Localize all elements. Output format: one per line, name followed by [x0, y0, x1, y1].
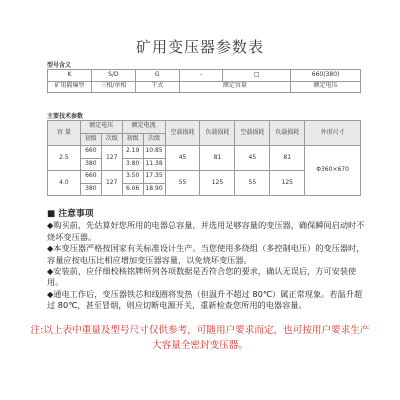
model-meaning-cell: 额定电压	[291, 81, 361, 93]
current-primary-cell: 3.80	[122, 158, 143, 171]
noload-loss-2-cell: 45	[235, 146, 270, 171]
current-secondary-cell: 10.85	[143, 146, 165, 159]
page-title: 矿用变压器参数表	[135, 38, 264, 56]
model-code-cell: K	[48, 70, 92, 82]
header-load-loss-2: 负载损耗	[270, 121, 305, 146]
load-loss-2-cell: 125	[270, 171, 305, 196]
model-section-label: 型号含义	[47, 62, 72, 69]
header-current-secondary: 次级	[143, 133, 165, 146]
header-voltage-primary: 初级	[80, 133, 101, 146]
voltage-primary-cell: 380	[80, 183, 101, 196]
header-noload-loss-2: 空载损耗	[235, 121, 270, 146]
header-voltage-secondary: 次级	[101, 133, 122, 146]
model-meaning-cell: 矿用隔爆型	[48, 81, 92, 93]
voltage-primary-cell: 380	[80, 158, 101, 171]
table-row	[48, 81, 361, 93]
tech-section-label: 主要技术参数	[47, 113, 84, 120]
current-primary-cell: 6.06	[122, 183, 143, 196]
header-capacity: 容 量	[48, 121, 81, 146]
model-code-cell: 660(380)	[291, 70, 361, 82]
footer-note: 注:以上表中重量及型号尺寸仅供参考，可随用户要求而定，也可按用户要求生产大容量全密封变压器。	[30, 325, 370, 351]
note-item: ◆购买前，先估算好您所用的电器总容量，并选用足够容量的变压器，确保瞬间启动时不烧坏变压器。	[47, 220, 365, 242]
current-secondary-cell: 11.38	[143, 158, 165, 171]
note-item: ◆安装前，应仔细校核铭牌所列各项数据是否符合您的要求，确认无误后，方可安装使用。	[47, 266, 357, 288]
model-code-cell: G	[135, 70, 179, 82]
load-loss-cell: 125	[200, 171, 235, 196]
load-loss-2-cell: 81	[270, 146, 305, 171]
notes-section	[47, 209, 365, 312]
model-meaning-cell: 三相/单相	[91, 81, 135, 93]
header-load-loss: 负载损耗	[200, 121, 235, 146]
table-row	[48, 70, 361, 82]
voltage-secondary-cell: 127	[101, 146, 122, 171]
voltage-primary-cell: 660	[80, 171, 101, 184]
model-code-cell: □	[223, 70, 291, 82]
noload-loss-2-cell: 55	[235, 171, 270, 196]
tech-params-table	[47, 120, 361, 196]
header-noload-loss: 空载损耗	[165, 121, 200, 146]
model-code-cell: -	[179, 70, 223, 82]
load-loss-cell: 81	[200, 146, 235, 171]
noload-loss-cell: 55	[165, 171, 200, 196]
model-meaning-cell: 额定容量	[179, 81, 291, 93]
voltage-secondary-cell: 127	[101, 171, 122, 196]
note-item: ◆通电工作后，变压器铁芯和线圈将发热（但温升不超过 80℃）属正常现象。若温升超过 80℃，甚至冒烟，则应切断电源开关，重新检查您所用的电器容量。	[47, 288, 363, 311]
noload-loss-cell: 45	[165, 146, 200, 171]
current-primary-cell: 3.50	[122, 171, 143, 184]
capacity-cell: 2.5	[48, 146, 81, 171]
current-secondary-cell: 18.90	[143, 183, 165, 196]
header-rated-current: 额定电流	[122, 121, 165, 134]
header-current-primary: 初级	[122, 133, 143, 146]
table-row	[48, 146, 361, 159]
header-dimensions: 外形尺寸	[305, 121, 361, 146]
model-meaning-cell: 干式	[135, 81, 179, 93]
capacity-cell: 4.0	[48, 171, 81, 196]
model-code-cell: S/D	[91, 70, 135, 82]
current-secondary-cell: 17.35	[143, 171, 165, 184]
table-header-row	[48, 121, 361, 134]
header-rated-voltage: 额定电压	[80, 121, 122, 134]
current-primary-cell: 2.19	[122, 146, 143, 159]
dimensions-cell: Φ360×670	[305, 146, 361, 196]
voltage-primary-cell: 660	[80, 146, 101, 159]
model-meaning-table	[47, 69, 361, 93]
notes-heading: ■ 注意事项	[47, 209, 94, 219]
note-item: ◆本变压器严格按国家有关标准设计生产。当您使用多绕组（多控制电压）的变压器时，容量应按电压比相应增加变压器容量，以免烧坏变压器。	[47, 243, 365, 265]
